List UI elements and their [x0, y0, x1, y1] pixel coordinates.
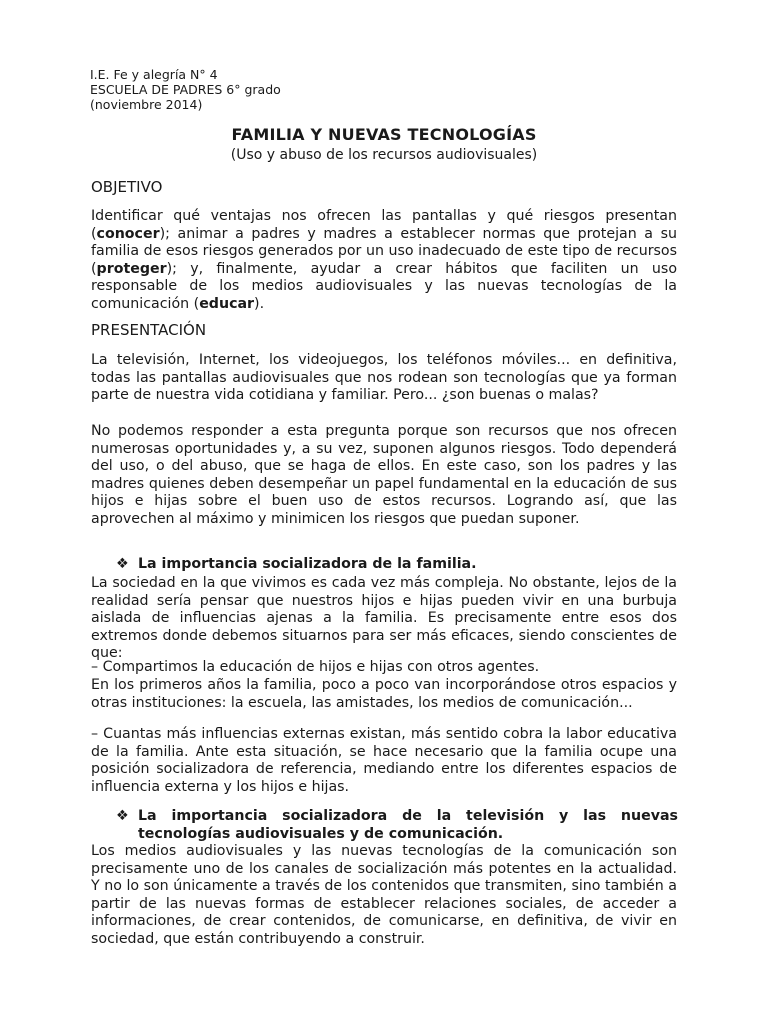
section-1-title: La importancia socializadora de la familia. [138, 556, 477, 572]
diamond-bullet-icon: ❖ [116, 808, 129, 824]
section-1-paragraph-2 [91, 659, 677, 677]
objetivo-text-1: Identificar qué ventajas nos ofrecen las pantallas y qué riesgos presentan ( [91, 208, 677, 242]
section-2-heading [116, 807, 678, 843]
presentacion-heading: PRESENTACIÓN [91, 321, 207, 339]
presentacion-paragraph-1 [91, 352, 677, 405]
objetivo-paragraph [91, 208, 677, 314]
keyword-educar: educar [199, 295, 255, 312]
program-name: ESCUELA DE PADRES 6° grado [90, 82, 281, 97]
section-1-text-3: En los primeros años la familia, poco a poco van incorporándose otros espacios y otras instituciones: la escuela, las amistades, los medios de comunicación... [91, 677, 677, 711]
section-1-paragraph-1 [91, 575, 677, 663]
section-1-text-1: La sociedad en la que vivimos es cada vez más compleja. No obstante, lejos de la realidad sería pensar que nuestros hijos e hijas pueden vivir en una burbuja aislada de influencias ajenas a la familia. Es precisamente entre esos dos extremos donde debemos situarnos para ser más eficaces, siendo conscientes de que: [91, 575, 677, 662]
section-1-heading [116, 555, 678, 573]
objetivo-text-4: ). [254, 295, 265, 312]
section-1-text-2: – Compartimos la educación de hijos e hijas con otros agentes. [91, 659, 540, 675]
presentacion-text-2: No podemos responder a esta pregunta porque son recursos que nos ofrecen numerosas oportunidades y, a su vez, suponen algunos riesgos. Todo dependerá del uso, o del abuso, que se haga de ellos. En este caso, son los padres y las madres quienes deben desempeñar un papel fundamental en la educación de sus hijos e hijas sobre el buen uso de estos recursos. Logrando así, que las aprovechen al máximo y minimicen los riesgos que puedan suponer. [91, 423, 677, 527]
section-1-paragraph-4 [91, 726, 677, 796]
keyword-conocer: conocer [96, 225, 160, 242]
document-date: (noviembre 2014) [90, 97, 203, 112]
section-1-text-4: – Cuantas más influencias externas existan, más sentido cobra la labor educativa de la familia. Ante esta situación, se hace necesario que la familia ocupe una posición socializadora de referencia, mediando entre los diferentes espacios de influencia externa y los hijos e hijas. [91, 726, 677, 795]
diamond-bullet-icon: ❖ [116, 556, 129, 572]
objetivo-text-3: ); y, finalmente, ayudar a crear hábitos que faciliten un uso responsable de los medios audiovisuales y las nuevas tecnologías de la comunicación ( [91, 260, 677, 312]
document-title: FAMILIA Y NUEVAS TECNOLOGÍAS [231, 125, 537, 144]
objetivo-heading: OBJETIVO [91, 178, 163, 196]
school-name: I.E. Fe y alegría N° 4 [90, 67, 218, 82]
objetivo-text-2: ); animar a padres y madres a establecer normas que protejan a su familia de esos riesgos generados por un uso inadecuado de este tipo de recursos ( [91, 225, 677, 277]
presentacion-text-1: La televisión, Internet, los videojuegos, los teléfonos móviles... en definitiva, todas las pantallas audiovisuales que nos rodean son tecnologías que ya forman parte de nuestra vida cotidiana y familiar. Pero... ¿son buenas o malas? [91, 352, 677, 404]
section-2-title: La importancia socializadora de la televisión y las nuevas tecnologías audiovisuales y de comunicación. [138, 808, 678, 842]
section-2-paragraph-1 [91, 843, 677, 949]
section-1-paragraph-3 [91, 677, 677, 712]
keyword-proteger: proteger [96, 260, 167, 277]
section-2-text-1: Los medios audiovisuales y las nuevas tecnologías de la comunicación son precisamente uno de los canales de socialización más potentes en la actualidad. Y no lo son únicamente a través de los contenidos que transmiten, sino también a partir de las nuevas formas de establecer relaciones sociales, de acceder a informaciones, de crear contenidos, de comunicarse, en definitiva, de vivir en sociedad, que están contribuyendo a construir. [91, 843, 677, 947]
document-subtitle: (Uso y abuso de los recursos audiovisuales) [230, 147, 538, 163]
presentacion-paragraph-2 [91, 423, 677, 529]
